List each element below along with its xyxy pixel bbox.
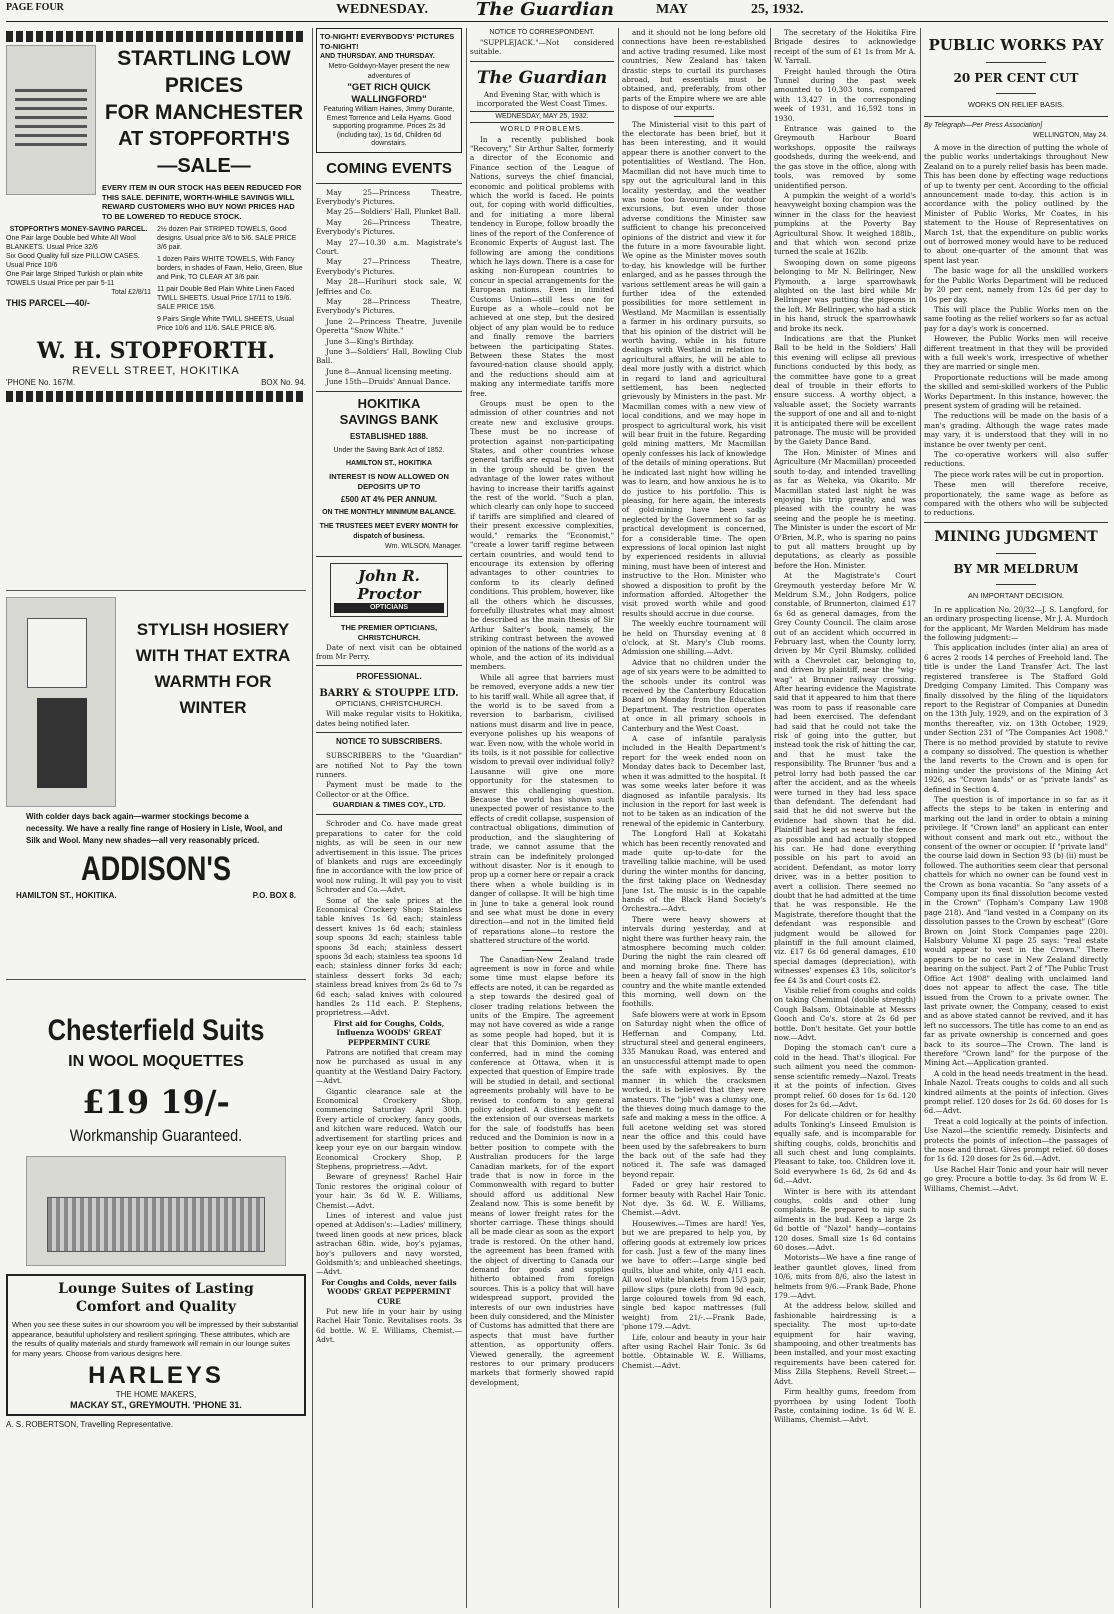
- stopforth-towels: [157, 225, 306, 333]
- pictures-advertisement: [316, 28, 462, 153]
- harleys-sub: THE HOME MAKERS,: [115, 1390, 197, 1399]
- column-4: [622, 28, 766, 1608]
- stopforth-advertisement: [6, 28, 306, 410]
- list-item: May 25—Soldiers' Hall, Plunket Ball.: [326, 207, 461, 217]
- addison-headline-4: WINTER: [179, 698, 247, 717]
- list-item: May 25—Princess Theatre, Everybody's Pictures.: [316, 187, 462, 206]
- bank-address: HAMILTON ST., HOKITIKA: [345, 459, 433, 467]
- news-paragraph: Winter is here with its attendant coughs, colds and other lung complaints. Be prepared to nip such ailments in the bud. Keep a large 2s 6d bottle of "Nazol" handy—contains 120 doses. Small size 1s 6d contains 60 doses.—Advt.: [774, 1186, 916, 1252]
- savings-bank-advertisement: [316, 396, 462, 552]
- page-header: [6, 0, 1108, 22]
- column-6: [924, 28, 1108, 1608]
- public-works-headline: PUBLIC WORKS PAY: [928, 36, 1104, 54]
- blanket-illustration: [6, 45, 96, 195]
- news-paragraph: Some of the sale prices at the Economical Crockery Shop: Stainless table knives 1s 6d each; stainless dessert knives 1s 6d each; stainless soup spoons 3d each; stainless table spoons 3d each; stainless dessert spoons 3d each; stainless tea spoons 1d each; stainless dinner forks 3d each; stainless dessert forks 3d each; stainless bread knives from 2s 6d to 7s 6d each; salad knives with coloured handles 2s 11d each. P. Stephens, proprietress.—Advt.: [316, 895, 462, 1018]
- list-item: May 27—10.30 a.m. Magistrate's Court.: [316, 237, 462, 256]
- editorial-paragraph: In a recently published book "Recovery," Sir Arthur Salter, formerly a director of the Economic and Finance section of the League of Nations, surveys the chief financial, economic and political problems with which the world is faced. He points out, for coping with world difficulties, and for initiating a more liberal tendency in Europe, follow broadly the lines of the report of the Conference of Economic Experts of August last. The following are among the conditions which he lays down. There is a case for asking non-European countries to concur in special arrangements for the European nations. Even in limited Customs Union—still less one for Europe as a whole—could not be achieved at one step, but the desired object of any plan would be to reduce and finally remove the barriers between the participating States. Between these States the most favoured-nation clause should apply, and the reductions should aim at making any intermediate tariffs more free.: [470, 134, 614, 398]
- news-paragraph: Schroder and Co. have made great preparations to cater for the cold nights, as will be seen in our new advertisement in this issue. The prices of blankets and rugs are exceedingly fine in accordance with the low price of wool now ruling. It will pay you to visit Schroder and Co.—Advt.: [316, 819, 462, 895]
- news-paragraph: Doping the stomach can't cure a cold in the head. That's illogical. For such ailment you need the common-sense scientific remedy—Nazol. Treats it at the points of infection. Gives prompt relief. 60 doses for 1s 6d. 120 doses for 2s 6d.—Advt.: [774, 1043, 916, 1109]
- telegraph-credit: By Telegraph—Per Press Association]: [924, 122, 1043, 129]
- barry-location: OPTICIANS, CHRISTCHURCH.: [335, 699, 443, 709]
- dateline: WELLINGTON, May 24.: [1033, 132, 1108, 139]
- column-rule: [920, 28, 921, 1608]
- news-paragraph: At the Magistrate's Court Greymouth yesterday before Mr W. Meldrum S.M., John Rodgers, police constable, of Brunnerton, claimed £17 6s 6d as general damages, from the Grey County Council. The claim arose out of an accident which occurred in February last, when the County lorry, driven by Mr Cyril Blumsky, collided with a Chevrolet car, belonging to, and driven by plaintiff, near the "wig-wag" at Brunner railway crossing. After hearing evidence the Magistrate said that it appeared to him that there was room to pass if reasonable care had been exercised. The defendant had said that he could not take the risk of going into the gutter, but instead took the risk of hitting the car, and that he must take the responsibility. The Brunner 'bus and a petrol lorry had both passed the car after the accident, and as the wheels were turned in they had less space than defendant. The defendant had said that he did not swerve but the evidence had shown that he did. Plaintiff had kept as near to the fence as possible and had actually stopped his car. He had done everything possible on his part to avoid an accident. Defendant, as motor lorry driver, was in a better position to avert a collision. There seemed no doubt that he had admitted at the time that he was responsible. He the Magistrate, therefore thought that the defendant was responsible and judgment would be allowed for plaintiff in the full amount claimed, viz. £17 6s 6d general damages, £10 special damages (depreciation), with witnesses' expenses £3 10s, solicitor's fee £4 3s and Court costs £2.: [774, 571, 916, 985]
- news-paragraph: Visible relief from coughs and colds on taking Chemimal (double strength) Cough Balsam. Obtainable at Messrs Gooch and Co's. store at 2s 6d per bottle. Don't hesitate. Get your bottle now.—Advt.: [774, 986, 916, 1043]
- news-paragraph: This will place the Public Works men on the same footing as the relief workers so far as actual pay for a day's work is concerned.: [924, 304, 1108, 333]
- mining-judgment-headline: MINING JUDGMENT: [934, 528, 1098, 545]
- news-paragraph: Housewives.—Times are hard! Yes, but we are prepared to help you, by offering goods at extremely low prices for cash. Just a few of the many lines we have to offer:—Large single bed quilts, blue and white, only 4/11 each. All wool white blankets from 15/3 pair, pillow slips (pure cloth) from 9d each, large coloured towels from 9d each, single bed kapoc mattresses (full weight) from 21/-.—Frank Bade, 'phone 179.—Advt.: [622, 1218, 766, 1332]
- editorial-paragraph: The Canadian-New Zealand trade agreement is now in force and while some time must elapse before its effects are noted, it can be regarded as a step towards the desired goal of closer trading relations between the units of the Empire. The agreement may not have covered as wide a range as some people had hoped, but it is clear that this Dominion, when they conferred, had in mind the coming conference at Ottawa, when it is expected that question of Empire trade will be studied in detail, and sectional agreements probably will have to be revised to conform to any general policy adopted. A distinct benefit to the extension of our overseas markets for the sale of foodstuffs has been reduced and the Dominion is now in a better position to compete with the Australian producers for the large Canadian markets, for of the export trade that is now in force in the Commonwealth with regard to butter should afford us additional New Zealand now. This is some benefit by means of lower freight rates for the shorter carriage. These things should all be made clear as soon as the export trade is restored. On the other hand, the agreement has been framed with the object of diverting to Canada our demand for goods and supplies hitherto obtained from foreign sources. This is a policy that will have widespread support, provided the interests of our own industries have been duly considered, and the Minister of Customs has admitted that there are aspects that must have further attention, as opportunity offers. Viewed generally, the agreement restores to our primary producers markets that formerly showed rapid development,: [470, 954, 614, 1387]
- harleys-tagline-2: Comfort and Quality: [76, 1299, 236, 1315]
- addison-body: With colder days back again—warmer stockings become a necessity. We have a really fine range of Hosiery in Lisle, Wool, and Silk and Wool. Many new shades—all very reasonably priced.: [26, 812, 283, 845]
- public-works-deck: WORKS ON RELIEF BASIS.: [967, 100, 1065, 109]
- professional-heading: PROFESSIONAL.: [356, 672, 422, 682]
- stopforth-name: W. H. STOPFORTH.: [36, 338, 276, 364]
- harleys-price: £19 19/-: [82, 1083, 230, 1121]
- news-paragraph: There were heavy showers at intervals during yesterday, and at night there was further heavy rain, the atmosphere becoming much colder. During the night the rain cleared off and morning broke fine. There has been a heavy fall of snow in the high country and the white mantle extended this morning, well down on the foothills.: [622, 914, 766, 1009]
- news-paragraph: The Hon. Minister of Mines and Agriculture (Mr Macmillan) proceeded south to-day, and intended travelling as far as Weheka, via Okarito. Mr Macmillan stated last night he was enjoying his trip greatly, and was pleased with the country he was seeing and the people he is meeting. The Minister is under the escort of Mr O'Brien, M.P., who is sparing no pains to put all matters brought up by deputations, as clearly as possible before the Hon. Minister.: [774, 447, 916, 570]
- header-masthead: The Guardian: [476, 0, 614, 20]
- column-rule: [466, 28, 467, 1608]
- news-paragraph: Treat a cold logically at the points of infection. Use Nazol—the scientific remedy. Disinfects and protects the points of infection—the passages of the nose and throat. Gives prompt relief. 60 doses for 1s 6d. 120 doses for 2s 6d.—Advt.: [924, 1116, 1108, 1164]
- stopforth-headline-4: —SALE—: [157, 155, 251, 177]
- addison-headline-3: WARMTH FOR: [154, 672, 272, 691]
- news-paragraph: A pumpkin the weight of a world's heavyweight boxing champion was the winner in the class for the heaviest pumpkins at the Poverty Bay Agricultural Show. It weighed 188lb., and that which won second prize turned the scale at 162lb.: [774, 190, 916, 257]
- barry-visits: Will make regular visits to Hokitika, dates being notified later.: [316, 709, 462, 728]
- proctor-visit: Date of next visit can be obtained from Mr Perry.: [316, 642, 462, 662]
- bank-trustees: THE TRUSTEES MEET EVERY MONTH for dispatch of business.: [319, 522, 459, 540]
- notice-heading: NOTICE TO SUBSCRIBERS.: [335, 737, 443, 747]
- correspondent-heading: NOTICE TO CORRESPONDENT.: [489, 29, 595, 36]
- coming-events-heading: COMING EVENTS: [326, 159, 452, 177]
- lounge-suite-illustration: [26, 1156, 286, 1266]
- notice-text: SUBSCRIBERS to the "Guardian" are notified Not to Pay the town runners.: [316, 751, 462, 780]
- harleys-body: When you see these suites in our showroom you will be impressed by their substantial appearance, beautiful upholstery and resilient springing. These attributes, which are the results of quality materials and sturdy framework will remain in our lounge suites for many years. Choose from various designs here.: [12, 1320, 298, 1358]
- mining-judgment-subheadline: BY MR MELDRUM: [953, 561, 1079, 576]
- column-rule: [312, 28, 313, 1608]
- bank-established: ESTABLISHED 1888.: [349, 431, 429, 441]
- news-paragraph: and it should not be long before old connections have been re-established and active trading resumed. Like most countries, New Zealand has taken drastic steps to curtail its purchases abroad, but essentials must be obtained, and, preferably, from other parts of the Empire where we are able to dispose of our exports.: [622, 28, 766, 113]
- news-paragraph: A case of infantile paralysis included in the Health Department's report for the week ended noon on Monday dates back to December last, when it was admitted to the hospital. It was some weeks later before it was diagnosed as infantile paralysis. Its inclusion in the report for last week is not to be taken as an indication of the renewal of the epidemic in Canterbury.: [622, 734, 766, 828]
- news-paragraph: Lines of interest and value just opened at Addison's:—Ladies' millinery, tweed linen goods at new prices, black astrachan 68in. wide, boy's pyjamas, boy's pullovers and navy worsted, Goldsmith's; and unbleached sheetings.—Advt.: [316, 1210, 462, 1277]
- proctor-tagline: THE PREMIER OPTICIANS, CHRISTCHURCH.: [340, 622, 438, 642]
- harleys-representative: A. S. ROBERTSON, Travelling Representative.: [6, 1420, 174, 1429]
- addison-box: P.O. BOX 8.: [252, 891, 296, 900]
- news-paragraph: The question is of importance in so far as it affects the steps to be taken in entering and marking out the land in order to obtain a mining privilege. If "Crown land" an applicant can enter without consent and mark out etc., without the consent of the owner or occupier. If "private land" the course laid down in Section 93 (b) (ii) must be followed. The authorities seem clear that personal chattels for which no owner can be found vest in the Crown as bona vacantia. So "any assets of a Company upon its final dissolution become vested in the Crown" (Topham's Company Law 1908 page 218). And "land vested in a Company on its dissolution passes to the Crown by escheat" (Gore Brown on Joint Stock Companies page 220). Halsbury Volume XI page 25 says: "real estate would appear to vest in the Crown." There appears to be no case in New Zealand directly bearing on the subject. Part 2 of "The Public Trust Office Act 1908" dealing with unclaimed land does not appear to affect the case. The title issued from the Crown to a private owner. The last private owner, the Company, ceased to exist and as above stated cannot be revived, and it has left no successors. The title has come to an end as far as private ownership is concerned and goes back to its source—The Crown. The land is therefore "Crown land" for the purpose of the Mining Act.—Application granted.: [924, 794, 1108, 1068]
- news-paragraph: Beware of greyness! Rachel Hair Tonic restores the original colour of your hair. 3s 6d W. E. Williams, Chemist.—Advt.: [316, 1172, 462, 1210]
- harleys-guarantee: Workmanship Guaranteed.: [69, 1126, 243, 1145]
- news-paragraph: For delicate children or for healthy adults Tonking's Linseed Emulsion is equally safe, and is incomparable for shifting coughs, colds, bronchitis and all such chest and lung complaints. Pleasant to take, too. Children love it. Sold everywhere 1s 6d, 2s 6d and 4s 6d.—Advt.: [774, 1110, 916, 1186]
- page-number: PAGE FOUR: [6, 2, 64, 13]
- pictures-intro: Metro-Goldwyn-Mayer present the new adventures of: [328, 63, 450, 80]
- news-paragraph: In re application No. 20/32—J. S. Langford, for an ordinary prospecting license, Mr J. A. Murdoch for the applicant, Mr Warden Meldrum has made the following judgment:—: [924, 604, 1108, 643]
- list-item: June 3—Soldiers' Hall, Bowling Club Ball.: [316, 347, 462, 366]
- proctor-logo: John R. Proctor: [357, 566, 421, 603]
- harleys-advertisement: [6, 1002, 306, 1562]
- notice-publisher: GUARDIAN & TIMES COY., LTD.: [332, 800, 446, 810]
- news-paragraph: First aid for Coughs, Colds, Influenza WOODS' GREAT PEPPERMINT CURE: [333, 1018, 445, 1047]
- decorative-band: [6, 391, 306, 402]
- news-paragraph: Gigantic clearance sale at the Economical Crockery Shop, commencing Saturday April 30th. Every article of crockery, fancy goods, and kitchen ware reduced. Watch our advertisement for startling prices and keep your eye on our bargain window. Economical Crockery Shop, P. Stephens, proprietress.—Advt.: [316, 1086, 462, 1171]
- harleys-tagline-1: Lounge Suites of Lasting: [58, 1281, 254, 1297]
- bank-act: Under the Saving Bank Act of 1852.: [333, 446, 445, 454]
- list-item: May 26—Princess Theatre, Everybody's Pictures.: [316, 217, 462, 237]
- bank-name-2: SAVINGS BANK: [339, 411, 439, 427]
- news-paragraph: The weekly euchre tournament will be held on Thursday evening at 8 o'clock, at St. Mary's Club rooms. Admission one shilling.—Advt.: [622, 619, 766, 657]
- editorial-title: WORLD PROBLEMS.: [500, 125, 584, 133]
- news-paragraph: Indications are that the Plunket Ball to be held in the Soldiers' Hall this evening will eclipse all previous functions conducted by this body, as the committee have gone to a great deal of trouble in their efforts to ensure success. A worthy object, a valuable asset, the Society warrants the support of one and all and to-night it is anticipated there will be excellent patronage. The music will be provided by the Gaiety Dance Band.: [774, 334, 916, 447]
- list-item: May 28—Hurihuri stock sale, W. Jeffries and Co.: [316, 277, 462, 296]
- editorial-masthead: The Guardian: [476, 67, 608, 88]
- news-paragraph: Firm healthy gums, freedom from pyorrhoea by using Iodent Tooth Paste, containing iodine. 1s 6d W. E. Williams, Chemist.—Advt.: [774, 1387, 916, 1425]
- harleys-subheadline: IN WOOL MOQUETTES: [68, 1053, 244, 1070]
- list-item: June 8—Annual licensing meeting.: [326, 366, 452, 376]
- news-paragraph: Use Rachel Hair Tonic and your hair will never go grey. Procure a bottle to-day. 3s 6d from W. E. Williams, Chemist.—Advt.: [924, 1164, 1108, 1193]
- correspondent-notice: "SUPPLEJACK."—Not considered suitable.: [470, 38, 614, 57]
- stopforth-headline-2: FOR MANCHESTER: [104, 101, 304, 124]
- sale-item: 1 dozen Pairs WHITE TOWELS, With Fancy borders, in shades of Fawn, Helio, Green, Blue and Pink, TO CLEAR AT 3/6 pair.: [157, 256, 303, 281]
- list-item: June 15th—Druids' Annual Dance.: [326, 377, 451, 387]
- news-paragraph: Faded or grey hair restored to former beauty with Rachel Hair Tonic. Not dye. 3s 6d. W. E. Williams, Chemist.—Advt.: [622, 1180, 766, 1218]
- news-paragraph: This application includes (inter alia) an area of 6 acres 2 roods 14 perches of Freehold land. The title is under the Land Transfer Act. The last registered transferee is The Stafford Gold Dredging Company Limited. This Company was finally dissolved by the filing of the liquidators report to the Registrar of Companies at Dunedin on the 13th July, 1929, and on the expiration of 3 months thereafter, viz. on 13th October, 1929, under Section 231 of "The Companies Act 1908." There is no method provided by statute to revive a company so dissolved. The question is whether the land reverts to the Crown and is open for mining under the provisions of the Mining Act 1926, as "Crown lands" or as "private lands" as defined in Section 4.: [924, 643, 1108, 794]
- pictures-title: "GET RICH QUICK WALLINGFORD": [347, 82, 431, 105]
- news-paragraph: A move in the direction of putting the whole of the public works undertakings throughout New Zealand on to a purely relief basis has been made. This has been done by effecting wage reductions of up to twenty per cent. According to the official announcement made to-day, this action is in accordance with the policy outlined by the Minister of Public Works, Mr Coates, in his statement to the House of Representatives on March 1st, that the expenditure on public works out of borrowed money would have to be reduced to about one-quarter of the amount that was spent last year.: [924, 143, 1108, 265]
- addison-advertisement: [6, 590, 306, 980]
- notice-text: Payment must be made to the Collector or at the Office.: [316, 780, 462, 799]
- proctor-advertisement: [316, 563, 462, 662]
- news-paragraph: Motorists—We have a fine range of leather gauntlet gloves, lined from 10/6, mits from 8/6, also the latest in helmets from 9/6.—Frank Bade, Phone 179.—Advt.: [774, 1253, 916, 1301]
- addison-headline-1: STYLISH HOSIERY: [136, 620, 290, 639]
- harleys-address: MACKAY ST., GREYMOUTH. 'PHONE 31.: [70, 1400, 242, 1410]
- list-item: June 3—King's Birthday.: [326, 336, 415, 346]
- column-3: [470, 28, 614, 1608]
- news-paragraph: At the address below, skilled and fashionable hairdressing is a speciality. The most up-to-date equipment for hair waving, shampooing, and other treatments has been installed, and your most exacting requirements have been catered for. Miss Zilla Stephens, Revell Street.—Advt.: [774, 1301, 916, 1386]
- mining-judgment-deck: AN IMPORTANT DECISION.: [967, 590, 1065, 600]
- news-paragraph: However, the Public Works men will receive different treatment in that they will be provided with a full week's work, irrespective of whether they are married or single men.: [924, 334, 1108, 372]
- list-item: May 27—Princess Theatre, Everybody's Pictures.: [316, 257, 462, 276]
- header-day: WEDNESDAY.: [336, 2, 428, 17]
- pictures-days: AND THURSDAY. AND THURSDAY.: [320, 53, 435, 60]
- harleys-headline: Chesterfield Suits: [47, 1014, 265, 1047]
- news-paragraph: Advice that no children under the age of six years were to be admitted to the schools under its control was received by the Canterbury Education Board on Monday from the Education Department. The restriction operates at once in all primary schools in Canterbury and the West Coast.: [622, 657, 766, 733]
- news-paragraph: For Coughs and Colds, never fails WOODS' GREAT PEPPERMINT CURE: [321, 1277, 457, 1306]
- barry-advertisement: [316, 672, 462, 728]
- stopforth-address: REVELL STREET, HOKITIKA: [72, 365, 240, 377]
- news-paragraph: Safe blowers were at work in Epsom on Saturday night when the office of Heffernan and Company, Ltd. structural steel and general engineers, 335 Manukau Road, was entered and an unsuccessful attempt made to open the safe with explosives. By the manner in which the cracksmen worked, it is believed that they were amateurs. The "job" was a clumsy one, the thieves doing much damage to the safe and making a mess in the office. A full acetone welding set was stored near the office and this could have been used by the safebreakers to burn the back out of the safe had they noticed it. The safe was damaged beyond repair.: [622, 1009, 766, 1179]
- column-2: [316, 28, 462, 1608]
- pictures-headline: TO-NIGHT! EVERYBODYS' PICTURES TO-NIGHT!: [320, 32, 455, 51]
- addison-address: HAMILTON ST., HOKITIKA.: [16, 891, 117, 900]
- news-paragraph: The secretary of the Hokitika Fire Brigade desires to acknowledge receipt of the sum of £1 1s from Mr A. W. Yarrall.: [774, 28, 916, 66]
- news-paragraph: The Longford Hall at Kokatahi which has been recently renovated and made quite up-to-date for the travelling talkie machine, will be used during the winter months for dancing, the first taking place on Wednesday June 1st. The music is in the capable hands of the Black Hand Society's Orchestra.—Advt.: [622, 829, 766, 914]
- stopforth-intro: EVERY ITEM IN OUR STOCK HAS BEEN REDUCED FOR THIS SALE. DEFINITE, WORTH-WHILE SAVINGS WILL REWARD CUSTOMERS WHO BUY NOW! PRICES HAD TO BE LOWERED TO REDUCE STOCK.: [102, 183, 302, 221]
- editorial-paragraph: While all agree that barriers must be removed, everyone adds a new tier to his tariff wall. While all agree that, if the world is to be saved from a reversion to barbarism, civilised nations must disarm and live in peace, everyone polishes up his weapons of war. Even now, with the whole world in its toils, is it not possible for collective wisdom to prevail over individual folly? Lausanne will give one more opportunity for the statesmen to answer this challenging question. Because the world has shown such unexpected power of resistance to the effects of credit collapse, suspension of contractual obligations, diminution of production, and the slaughtering of trade, we cannot assume that the strain can be indefinitely prolonged without disaster. Nor is it enough to prop up a corner here or repair a crack there when a whole building is in danger of collapse. It will be high time in June to take a general look round and see what must be done in every direction—and not in the limited field of reparations alone—to restore the shattered structure of the world.: [470, 672, 614, 946]
- news-paragraph: Proportionate reductions will be made among the skilled and semi-skilled workers of the Public Works Department. In this instance, however, the present system of grading will be retained.: [924, 372, 1108, 410]
- news-paragraph: Swooping down on some pigeons belonging to Mr N. Bellringer, New Plymouth, a large sparrowhawk alighted on the last bird while Mr Bellringer was putting the pigeons in the loft. Mr Bellringer, who had a stick in his hand, struck the sparrowhawk and broke its neck.: [774, 257, 916, 333]
- news-paragraph: The reductions will be made on the basis of a man's grading. Although the wage rates made may vary, it is understood that they will in no instance be over twenty per cent.: [924, 411, 1108, 449]
- masthead-subtitle: And Evening Star, with which is incorporated the West Coast Times.: [476, 89, 608, 109]
- addison-name: ADDISON'S: [80, 850, 232, 888]
- proctor-logo-sub: OPTICIANS: [334, 603, 444, 613]
- bank-name-1: HOKITIKA: [357, 395, 421, 411]
- list-item: June 2—Princess Theatre, Juvenile Operetta "Snow White.": [316, 316, 462, 336]
- stopforth-headline-3: AT STOPFORTH'S: [118, 128, 290, 150]
- list-item: May 28—Princess Theatre, Everybody's Pictures.: [316, 296, 462, 316]
- pictures-cast: Featuring William Haines, Jimmy Durante, Ernest Torrence and Leila Hyams. Good supporting programme. Prices 2s 3d (including tax), 1s 6d, Children 6d downstairs.: [323, 106, 455, 147]
- editorial-paragraph: Groups must be open to the admission of other countries and not create new and exclusive groups. These must be no increase of protection against non-participating States, and other countries whose general tariffs are equal to the lowest in the group should be given the advantage of the lower rates without having to increase their tariffs against the rest of the world. "Such a plan, which clearly can only hope to succeed if tariffs are simplified and cleared of their present excessive complexities, would," remarks the "Economist," "create a lower tariff regime between certain countries, and would tend to encourage its extension by offering advantages to other countries to conform to its clearly defined conditions. This problem, however, like all the others which he discusses, forcefully illustrates what may almost be described as the main thesis of Sir Arthur Salter's book, namely, the striking contrast between the avowed opinion of the nations of the world as a whole, and the action of its individual members.: [470, 399, 614, 672]
- column-rule: [618, 28, 619, 1608]
- decorative-band: [6, 31, 306, 42]
- news-paragraph: Life, colour and beauty in your hair after using Rachel Hair Tonic. 3s 6d bottle. Obtainable W. E. Williams, Chemist.—Advt.: [622, 1332, 766, 1370]
- parcel-item: One Pair large Double bed White All Wool BLANKETS. Usual Price 32/6: [6, 235, 136, 251]
- bank-balance: ON THE MONTHLY MINIMUM BALANCE.: [322, 508, 456, 516]
- subscribers-notice: [316, 737, 462, 810]
- parcel-item: One Pair large Striped Turkish or plain white TOWELS Usual Price per pair 5-11: [6, 271, 143, 287]
- parcel-price: THIS PARCEL—40/-: [6, 298, 90, 308]
- stopforth-box: BOX No. 94.: [261, 378, 306, 387]
- header-date: 25, 1932.: [751, 2, 804, 17]
- news-paragraph: Patrons are notified that cream may now be purchased as usual in any quantity at the Westland Dairy Factory.—Advt.: [316, 1048, 462, 1086]
- sale-item: 11 pair Double Bed Plain White Linen Faced TWILL SHEETS. Usual Price 17/11 to 19/6. SALE PRICE 15/6.: [157, 286, 295, 311]
- parcel-total: Total £2/8/11: [111, 289, 151, 296]
- news-paragraph: A cold in the head needs treatment in the head. Inhale Nazol. Treats coughs to colds and all such kindred ailments at the points of infection. Gives prompt relief. 120 doses for 2s 6d. 60 doses for 1s 6d.—Advt.: [924, 1068, 1108, 1116]
- parcel-item: Six Good Quality full size PILLOW CASES. Usual Price 10/6: [6, 253, 140, 269]
- bank-interest: INTEREST IS NOW ALLOWED ON DEPOSITS UP TO: [329, 471, 449, 491]
- harleys-name: HARLEYS: [88, 1362, 224, 1389]
- news-paragraph: The piece work rates will be cut in proportion.: [934, 469, 1104, 479]
- stopforth-headline-1: STARTLING LOW PRICES: [117, 47, 291, 97]
- sale-item: 9 Pairs Single White TWILL SHEETS, Usual Price 10/6 and 11/6. SALE PRICE 8/6.: [157, 316, 294, 332]
- news-paragraph: These men will therefore receive, proportionately, the same wage as before as compared with the others who will be subjected to reductions.: [924, 480, 1108, 518]
- public-works-subheadline: 20 PER CENT CUT: [953, 71, 1079, 85]
- column-rule: [770, 28, 771, 1608]
- barry-name: BARRY & STOUPPE LTD.: [319, 688, 459, 700]
- news-paragraph: Freight hauled through the Otira Tunnel during the past week amounted to 10,303 tons, compared with 13,427 in the corresponding week of 1931, and 16,592 tons in 1930.: [774, 66, 916, 123]
- news-paragraph: The Ministerial visit to this part of the electorate has been brief, but it has been interesting, and it would appear there is another convert to the potentialities of Westland. The Hon. Macmillan did not have much time to spy out the agricultural land in this locality yesterday, and the weather was none too favourable for outdoor excursions, but even under those adverse conditions the Minister saw sufficient to change his preconceived opinions of the district and view it for the future in a more favourable light. We opine as the Minister moves south to-day, his knowledge will be further enlarged, and as he passes through the various settlement areas he will gain a further idea of the extended possibilities for more settlement in Westland. Mr Macmillan is essentially a farmer in his ordinary pursuits, so that his opinion of the district will be worth having, while in his future dealings with Westland in relation to agricultural affairs, he will be able to deal more justly with a district which in regard to land and agricultural settlement, has been neglected grievously by Ministers in the past. Mr Macmillan comes with a new view of local conditions, and we may hope in prospect to agricultural work, his visit will bear fruit in the future. Regarding gold mining matters, Mr Macmillan openly confesses his lack of knowledge of the details of mining operations. But he indicated last night how willing he was to learn, and how anxious he is to do justice to his portfolio. This is pleasing, for here again, the interests of gold-mining have been sadly neglected by the Government so far as practical development is concerned, for a considerable time. The open expressions of local opinion last night by experienced residents in alluvial mining, must have been of interest and instructive to the Hon. Minister who showed a disposition to profit by the information afforded. Altogether the visit proved worth while and good results should accrue in due course.: [622, 119, 766, 618]
- events-list: [316, 188, 462, 387]
- parcel-heading: STOPFORTH'S MONEY-SAVING PARCEL.: [9, 226, 148, 233]
- advertisement-column: [6, 28, 306, 1608]
- reading-woman-illustration: [6, 597, 116, 807]
- bank-rate: £500 AT 4% PER ANNUM.: [340, 494, 438, 504]
- news-paragraph: Entrance was gained to the Greymouth Harbour Board workshops, opposite the railways goodsheds, during the week-end, and the gas stove in the office, along with tools, was removed by some unidentified person.: [774, 124, 916, 190]
- news-paragraph: The co-operative workers will also suffer reductions.: [924, 450, 1108, 469]
- stopforth-parcel: [6, 225, 151, 333]
- stopforth-phone: 'PHONE No. 167M.: [6, 378, 76, 387]
- column-5: [774, 28, 916, 1608]
- bank-manager: Wm. WILSON, Manager.: [384, 542, 462, 550]
- sale-item: 2½ dozen Pair STRIPED TOWELS, Good designs. Usual price 3/6 to 5/6. SALE PRICE 3/6 pair.: [157, 226, 297, 251]
- news-paragraph: The basic wage for all the unskilled workers for the Public Works Department will be reduced by 20 per cent, namely from 12s 6d per day to 10s per day.: [924, 266, 1108, 304]
- header-month: MAY: [656, 2, 689, 17]
- news-paragraph: Put new life in your hair by using Rachel Hair Tonic. Revitalises roots. 3s 6d bottle. W. E. Williams, Chemist.—Advt.: [316, 1307, 462, 1345]
- addison-headline-2: WITH THAT EXTRA: [135, 646, 291, 665]
- editorial-date: WEDNESDAY, MAY 25, 1932.: [470, 111, 614, 123]
